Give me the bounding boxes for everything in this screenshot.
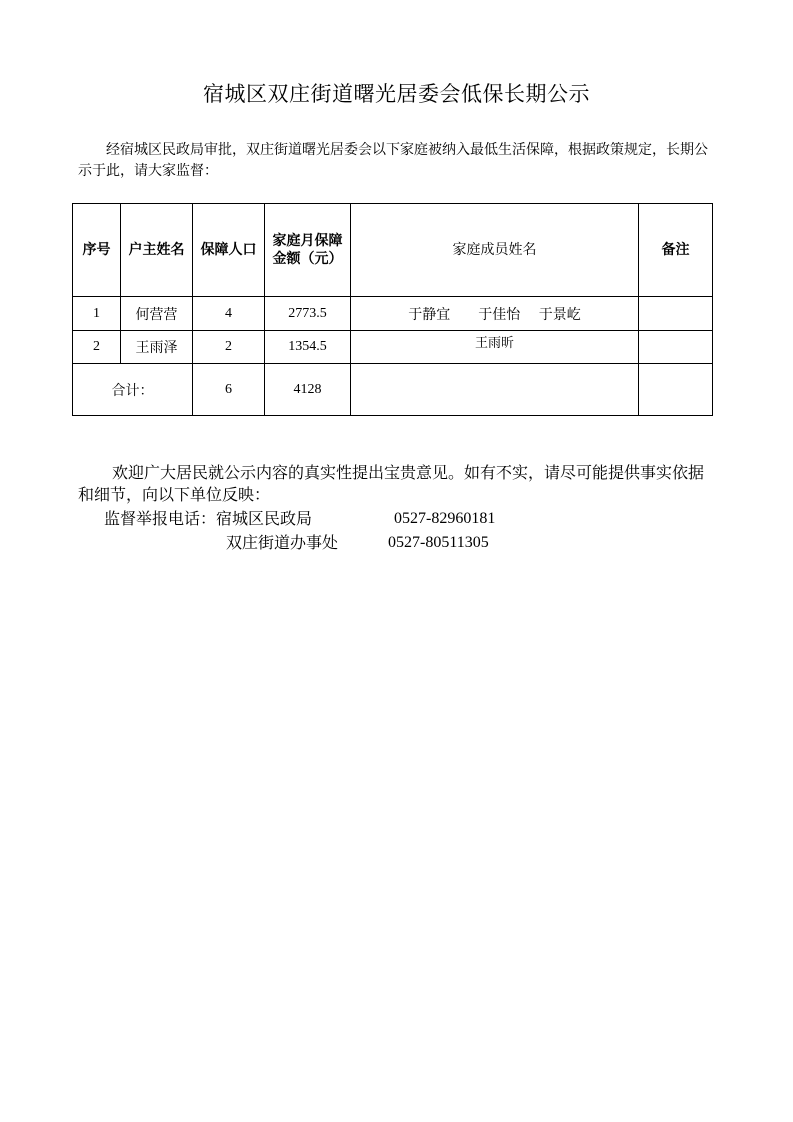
contact-phone: 0527-82960181 [394,510,496,527]
total-remark [639,364,713,416]
row-persons: 2 [193,331,265,364]
header-amount-line2: 金额（元） [272,251,343,267]
intro-paragraph: 经宿城区民政局审批，双庄街道曙光居委会以下家庭被纳入最低生活保障，根据政策规定，长期公示于此，请大家监督： [78,142,708,179]
total-persons: 6 [193,364,265,416]
header-remark: 备注 [639,204,713,297]
page-title: 宿城区双庄街道曙光居委会低保长期公示 [203,82,590,106]
row-seq: 1 [73,297,121,331]
row-members: 王雨昕 [351,331,639,364]
header-members: 家庭成员姓名 [351,204,639,297]
row-persons: 4 [193,297,265,331]
table-total-row [73,364,713,416]
contact-phone: 0527-80511305 [388,534,489,551]
total-amount: 4128 [265,364,351,416]
welfare-table [72,203,713,416]
header-seq: 序号 [73,204,121,297]
header-amount [265,204,351,297]
table-row [73,297,713,331]
row-head-name: 王雨泽 [121,331,193,364]
contact-label: 监督举报电话： [104,509,217,528]
row-head-name: 何营营 [121,297,193,331]
row-amount: 1354.5 [265,331,351,364]
row-members: 于静宜 于佳怡 于景屹 [351,297,639,331]
contact-org: 宿城区民政局 [216,509,313,528]
table-header-row [73,204,713,297]
row-amount: 2773.5 [265,297,351,331]
closing-paragraph [78,462,718,506]
row-remark [639,331,713,364]
table-row [73,331,713,364]
contact-line-1 [104,508,312,530]
header-head-name: 户主姓名 [121,204,193,297]
contact-org: 双庄街道办事处 [226,533,339,552]
header-persons: 保障人口 [193,204,265,297]
row-remark [639,297,713,331]
total-label: 合计： [73,364,193,416]
header-amount-line1: 家庭月保障 [272,233,343,249]
closing-text: 欢迎广大居民就公示内容的真实性提出宝贵意见。如有不实，请尽可能提供事实依据和细节，向以下单位反映： [78,463,705,504]
row-seq: 2 [73,331,121,364]
total-members [351,364,639,416]
